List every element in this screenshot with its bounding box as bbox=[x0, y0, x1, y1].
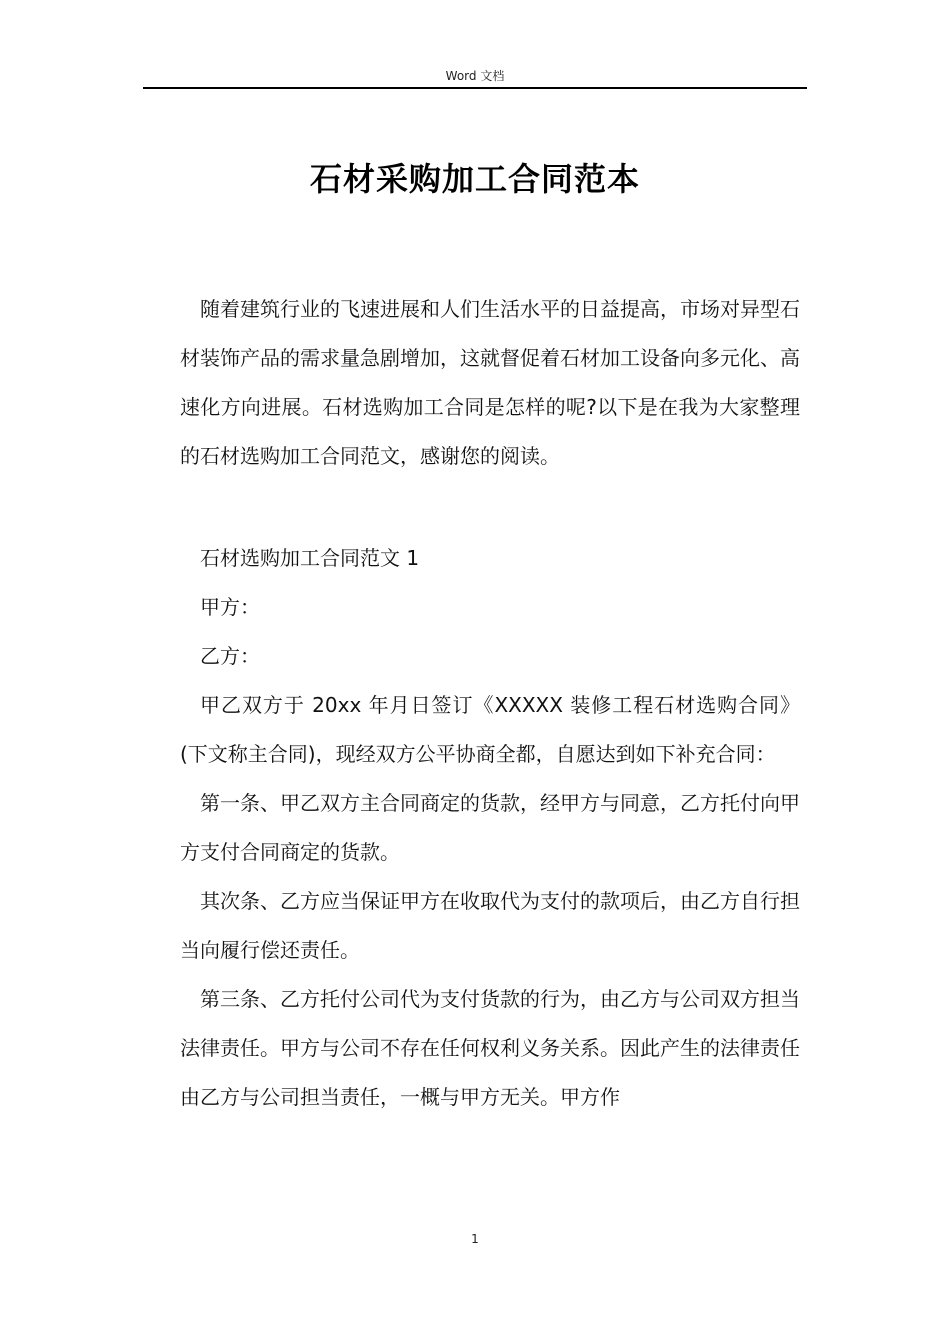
intro-section bbox=[180, 285, 800, 481]
sample-heading: 石材选购加工合同范文 1 bbox=[200, 546, 420, 570]
article-three: 第三条、乙方托付公司代为支付货款的行为，由乙方与公司双方担当法律责任。甲方与公司不存在任何权利义务关系。因此产生的法律责任由乙方与公司担当责任，一概与甲方无关。甲方作 bbox=[180, 987, 800, 1109]
page-number: 1 bbox=[471, 1232, 479, 1246]
header-divider bbox=[143, 87, 807, 89]
party-a-line: 甲方： bbox=[200, 595, 260, 619]
party-b-line: 乙方： bbox=[200, 644, 260, 668]
document-title: 石材采购加工合同范本 bbox=[309, 160, 640, 198]
article-two: 其次条、乙方应当保证甲方在收取代为支付的款项后，由乙方自行担当向履行偿还责任。 bbox=[180, 889, 800, 962]
contract-section bbox=[180, 534, 800, 1122]
intro-paragraph: 随着建筑行业的飞速进展和人们生活水平的日益提高，市场对异型石材装饰产品的需求量急剧增加，这就督促着石材加工设备向多元化、高速化方向进展。石材选购加工合同是怎样的呢?以下是在我为大家整理的石材选购加工合同范文，感谢您的阅读。 bbox=[180, 297, 800, 468]
preamble-paragraph: 甲乙双方于 20xx 年月日签订《XXXXX 装修工程石材选购合同》(下文称主合同)，现经双方公平协商全都，自愿达到如下补充合同： bbox=[180, 693, 800, 766]
article-one: 第一条、甲乙双方主合同商定的货款，经甲方与同意，乙方托付向甲方支付合同商定的货款。 bbox=[180, 791, 800, 864]
header-label: Word 文档 bbox=[445, 69, 505, 83]
